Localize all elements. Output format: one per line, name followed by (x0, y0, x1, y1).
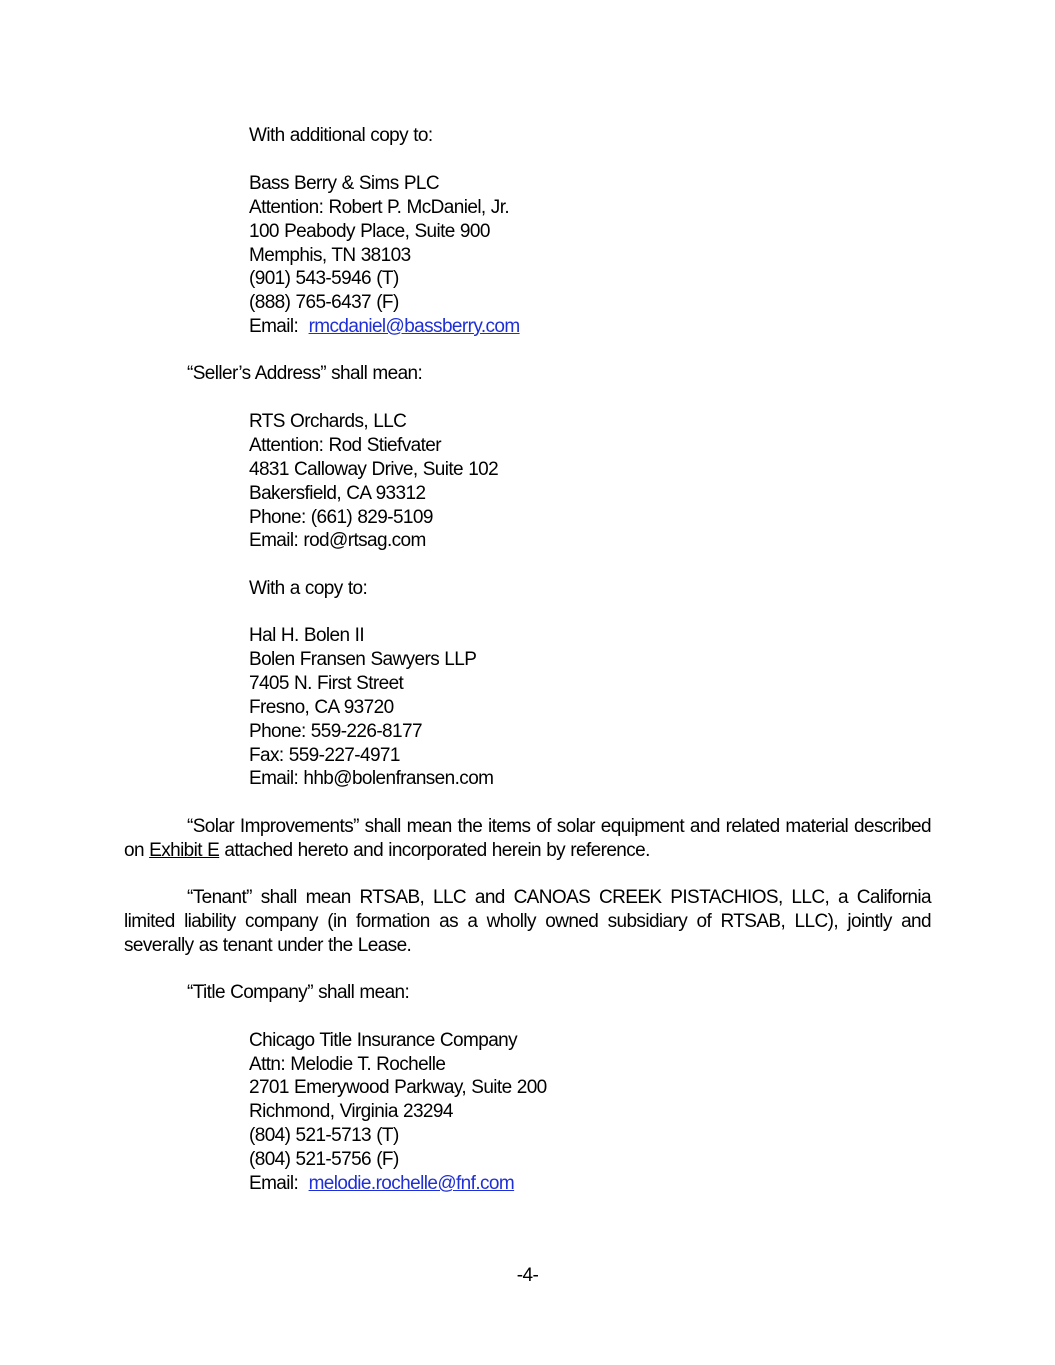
bass-berry-email-link[interactable]: rmcdaniel@bassberry.com (308, 316, 520, 337)
address-line: Memphis, TN 38103 (249, 245, 411, 266)
email-line (249, 315, 520, 339)
address-line: Bakersfield, CA 93312 (249, 483, 426, 504)
title-company-email-link[interactable]: melodie.rochelle@fnf.com (308, 1173, 515, 1194)
address-line: Fresno, CA 93720 (249, 697, 394, 718)
solar-lead-text: “Solar Improvements” shall mean the items of solar equipment and related material described on (124, 816, 931, 861)
address-line: Attn: Melodie T. Rochelle (249, 1054, 446, 1075)
address-line: Richmond, Virginia 23294 (249, 1101, 453, 1122)
sellers-address-heading: “Seller’s Address” shall mean: (187, 363, 423, 384)
address-line: Phone: 559-226-8177 (249, 721, 422, 742)
address-line: (804) 521-5756 (F) (249, 1149, 399, 1170)
address-line: Hal H. Bolen II (249, 625, 364, 646)
page-number: -4- (516, 1265, 539, 1286)
address-line: Email: hhb@bolenfransen.com (249, 768, 494, 789)
address-line: Bass Berry & Sims PLC (249, 173, 440, 194)
address-line: (804) 521-5713 (T) (249, 1125, 399, 1146)
address-line: 4831 Calloway Drive, Suite 102 (249, 459, 499, 480)
address-line: Attention: Rod Stiefvater (249, 435, 441, 456)
tenant-text: “Tenant” shall mean RTSAB, LLC and CANOAS CREEK PISTACHIOS, LLC, a California limited liability company (in formation as a wholly owned subsidiary of RTSAB, LLC), jointly and severally as tenant under the Lease. (124, 887, 931, 956)
title-company-heading: “Title Company” shall mean: (187, 982, 410, 1003)
copy-to-label: With a copy to: (249, 578, 368, 599)
address-line: 100 Peabody Place, Suite 900 (249, 221, 490, 242)
address-line: 2701 Emerywood Parkway, Suite 200 (249, 1077, 547, 1098)
email-label: Email: (249, 1173, 299, 1194)
address-line: RTS Orchards, LLC (249, 411, 407, 432)
address-line: (901) 543-5946 (T) (249, 268, 399, 289)
tenant-definition (124, 886, 931, 958)
address-line: Attention: Robert P. McDaniel, Jr. (249, 197, 510, 218)
solar-tail-text: attached hereto and incorporated herein by reference. (224, 840, 650, 861)
address-line: Phone: (661) 829-5109 (249, 507, 433, 528)
address-line: Email: rod@rtsag.com (249, 530, 426, 551)
address-line: Chicago Title Insurance Company (249, 1030, 518, 1051)
email-line (249, 1172, 514, 1196)
address-line: 7405 N. First Street (249, 673, 404, 694)
address-line: (888) 765-6437 (F) (249, 292, 399, 313)
address-line: Bolen Fransen Sawyers LLP (249, 649, 477, 670)
solar-improvements-definition (124, 815, 931, 863)
exhibit-e-reference: Exhibit E (149, 840, 220, 861)
address-line: Fax: 559-227-4971 (249, 745, 400, 766)
email-label: Email: (249, 316, 299, 337)
additional-copy-label: With additional copy to: (249, 125, 433, 146)
